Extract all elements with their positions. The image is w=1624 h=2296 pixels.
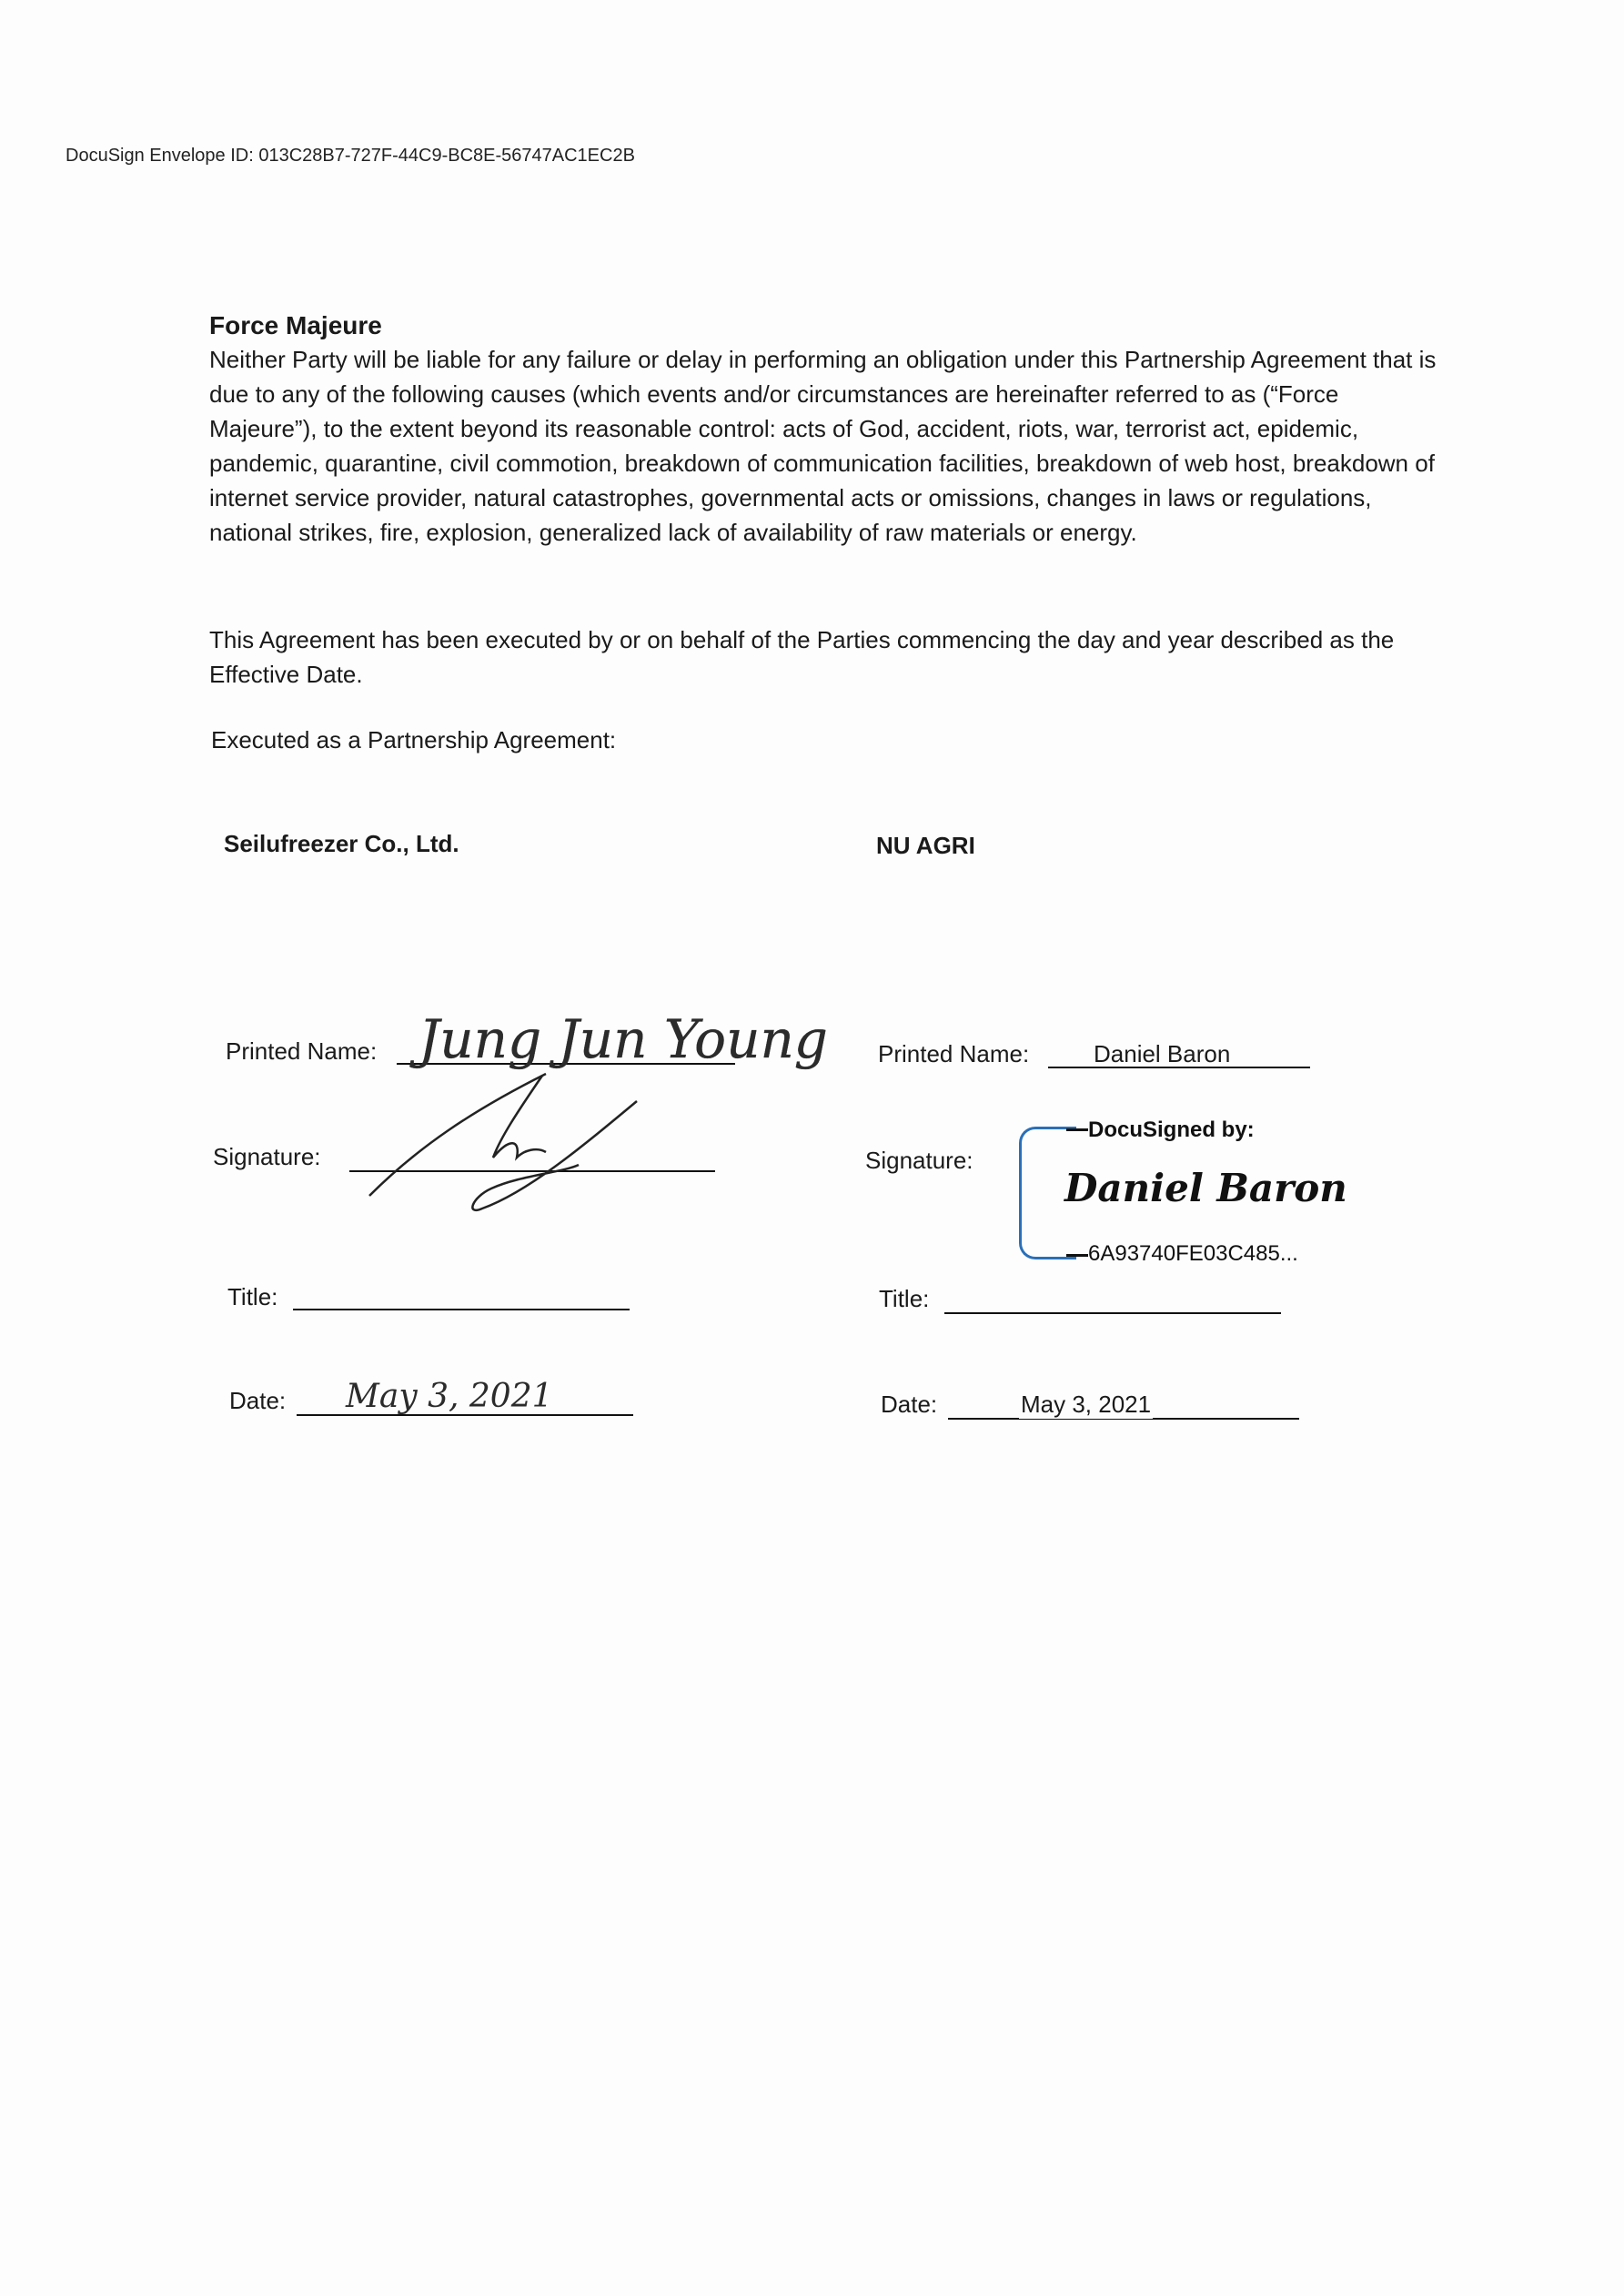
left-date-text: May 3, 2021 <box>346 1378 553 1415</box>
right-party-name: NU AGRI <box>876 832 975 859</box>
right-signature-text: Daniel Baron <box>1064 1166 1347 1210</box>
right-signature-image <box>1064 1156 1365 1219</box>
envelope-id: DocuSign Envelope ID: 013C28B7-727F-44C9-BC8E-56747AC1EC2B <box>66 146 635 166</box>
force-majeure-paragraph: Neither Party will be liable for any failure or delay in performing an obligation under this Partnership Agreement that is due to any of the following causes (which events and/or circumstances are hereinafter referred to as (“Force Majeure”), to the extent beyond its reasonable control: acts of God, accident, riots, war, terrorist act, epidemic, pandemic, quarantine, civil commotion, breakdown of communication facilities, breakdown of web host, breakdown of internet service provider, natural catastrophes, governmental acts or omissions, changes in laws or regulations, national strikes, fire, explosion, generalized lack of availability of raw materials or energy. <box>209 346 1437 546</box>
left-title-line <box>293 1309 630 1310</box>
executed-as-line: Executed as a Partnership Agreement: <box>211 726 617 754</box>
left-party-name: Seilufreezer Co., Ltd. <box>224 830 459 857</box>
left-title-label: Title: <box>227 1283 278 1310</box>
left-signature-drawing <box>364 1074 655 1219</box>
section-heading: Force Majeure <box>209 311 382 339</box>
left-printed-name-label: Printed Name: <box>226 1037 378 1065</box>
docusign-bracket-bottom <box>1066 1254 1088 1257</box>
docusign-signature-id: 6A93740FE03C485... <box>1088 1241 1298 1266</box>
left-date-label: Date: <box>229 1387 287 1414</box>
left-date-handwriting <box>346 1365 619 1429</box>
right-date-label: Date: <box>881 1391 938 1418</box>
right-signature-label: Signature: <box>865 1147 973 1174</box>
right-title-line <box>944 1312 1281 1314</box>
right-title-label: Title: <box>879 1285 930 1312</box>
left-printed-name-text: Jung Jun Young <box>419 1008 828 1070</box>
docusign-bracket-top <box>1066 1128 1088 1131</box>
right-printed-name-label: Printed Name: <box>878 1040 1030 1067</box>
docusigned-by-label: DocuSigned by: <box>1088 1118 1255 1142</box>
right-printed-name-value: Daniel Baron <box>1094 1040 1231 1067</box>
left-printed-name-handwriting <box>419 1001 837 1083</box>
left-signature-label: Signature: <box>213 1143 321 1170</box>
execution-paragraph: This Agreement has been executed by or on behalf of the Parties commencing the day and year described as the Effective Date. <box>209 626 1395 688</box>
right-date-value: May 3, 2021 <box>1021 1391 1152 1418</box>
